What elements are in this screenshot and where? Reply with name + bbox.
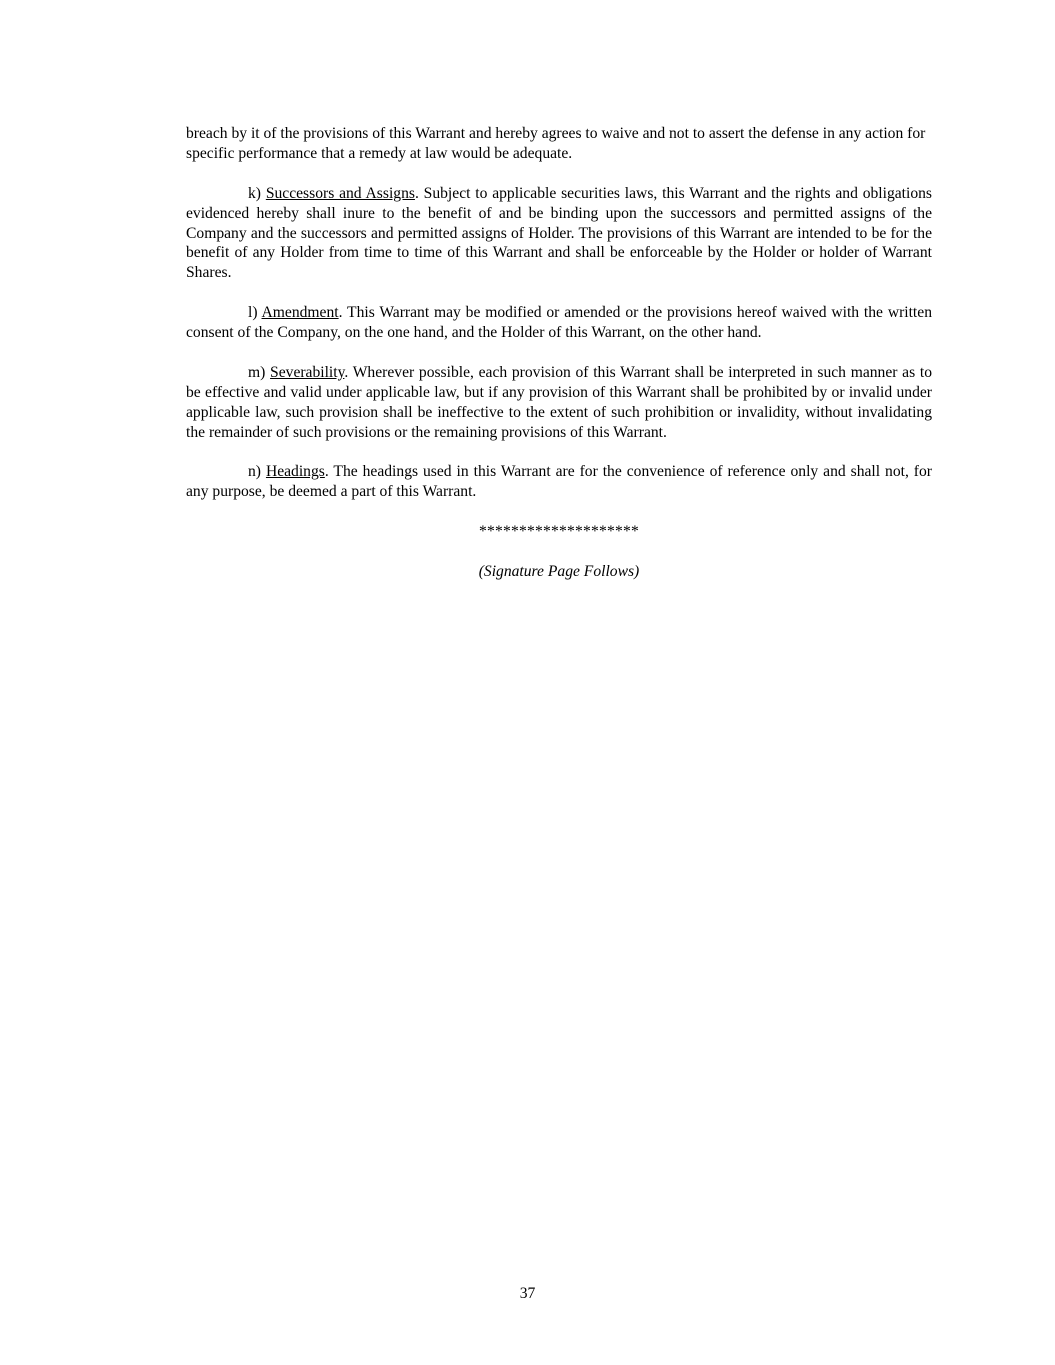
section-body: . The headings used in this Warrant are for the convenience of reference only and shall not, for any purpose, be deemed a part of this Warrant. <box>186 463 932 501</box>
section-heading: Severability <box>270 363 345 381</box>
section-label: n) <box>248 463 261 481</box>
section-heading: Headings <box>265 463 325 481</box>
section-body: . Subject to applicable securities laws, this Warrant and the rights and obligations evidenced hereby shall inure to the benefit of and be binding upon the successors and permitted assigns of the Company and the successors and permitted assigns of Holder. The provisions of this Warrant are intended to be for the benefit of any Holder from time to time of this Warrant and shall be enforceable by the Holder or holder of Warrant Shares. <box>186 184 932 282</box>
section-heading: Amendment <box>261 304 339 322</box>
section-amendment <box>186 303 932 343</box>
section-headings <box>186 462 932 502</box>
section-severability <box>186 363 932 443</box>
asterisk-separator: ******************** <box>479 523 639 541</box>
section-body: . Wherever possible, each provision of this Warrant shall be interpreted in such manner as to be effective and valid under applicable law, but if any provision of this Warrant shall be prohibited by or invalid under applicable law, such provision shall be ineffective to the extent of such prohibition or invalidity, without invalidating the remainder of such provisions or the remaining provisions of this Warrant. <box>186 363 932 441</box>
signature-page-follows-note: (Signature Page Follows) <box>478 562 640 580</box>
page-number: 37 <box>519 1285 536 1302</box>
section-body: . This Warrant may be modified or amended or the provisions hereof waived with the written consent of the Company, on the one hand, and the Holder of this Warrant, on the other hand. <box>186 304 932 342</box>
section-label: m) <box>248 363 266 381</box>
section-label: k) <box>248 184 261 202</box>
section-label: l) <box>248 304 258 322</box>
section-successors-and-assigns <box>186 184 932 284</box>
section-heading: Successors and Assigns <box>265 184 415 202</box>
continuation-paragraph: breach by it of the provisions of this Warrant and hereby agrees to waive and not to assert the defense in any action for specific performance that a remedy at law would be adequate. <box>186 125 926 162</box>
document-page <box>186 124 932 582</box>
